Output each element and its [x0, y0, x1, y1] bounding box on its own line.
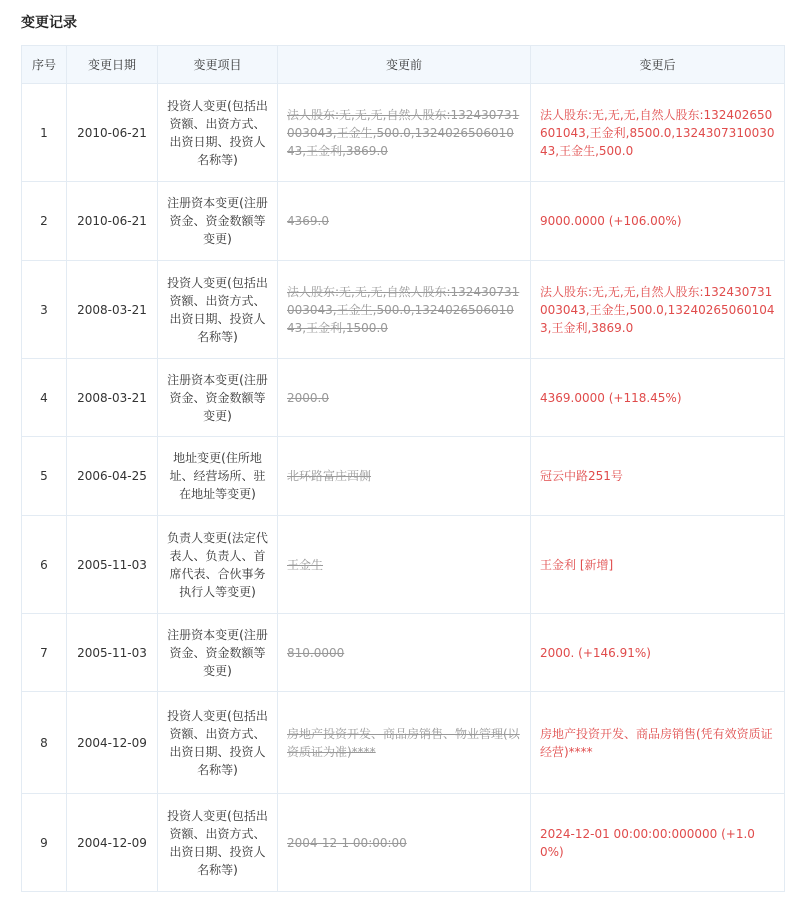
row-date: 2004-12-09 [67, 692, 158, 794]
row-index: 4 [22, 359, 67, 437]
row-index: 8 [22, 692, 67, 794]
row-index: 5 [22, 437, 67, 516]
row-item: 注册资本变更(注册资金、资金数额等变更) [158, 182, 278, 261]
row-index: 7 [22, 614, 67, 692]
section-title: 变更记录 [21, 15, 77, 31]
table-row [22, 261, 785, 359]
header-before: 变更前 [278, 46, 531, 84]
header-after: 变更后 [531, 46, 785, 84]
table-row [22, 516, 785, 614]
header-item: 变更项目 [158, 46, 278, 84]
table-row [22, 614, 785, 692]
row-index: 9 [22, 794, 67, 892]
row-before: 2000.0 [278, 359, 531, 437]
header-date: 变更日期 [67, 46, 158, 84]
row-before: 王金生 [278, 516, 531, 614]
row-index: 6 [22, 516, 67, 614]
table-row [22, 182, 785, 261]
row-before: 4369.0 [278, 182, 531, 261]
table-row [22, 692, 785, 794]
row-item: 注册资本变更(注册资金、资金数额等变更) [158, 614, 278, 692]
row-after: 2000. (+146.91%) [531, 614, 785, 692]
row-after: 法人股东:无,无,无,自然人股东:132402650601043,王金利,8500.0,132430731003043,王金生,500.0 [531, 84, 785, 182]
row-item: 负责人变更(法定代表人、负责人、首席代表、合伙事务执行人等变更) [158, 516, 278, 614]
table-row [22, 437, 785, 516]
row-index: 1 [22, 84, 67, 182]
change-records-table [21, 45, 785, 892]
row-date: 2008-03-21 [67, 261, 158, 359]
row-after: 4369.0000 (+118.45%) [531, 359, 785, 437]
table-row [22, 84, 785, 182]
row-item: 投资人变更(包括出资额、出资方式、出资日期、投资人名称等) [158, 261, 278, 359]
row-after: 王金利 [新增] [531, 516, 785, 614]
row-after: 冠云中路251号 [531, 437, 785, 516]
row-after: 9000.0000 (+106.00%) [531, 182, 785, 261]
row-date: 2005-11-03 [67, 516, 158, 614]
row-before: 北环路富庄西侧 [278, 437, 531, 516]
row-item: 投资人变更(包括出资额、出资方式、出资日期、投资人名称等) [158, 84, 278, 182]
row-item: 地址变更(住所地址、经营场所、驻在地址等变更) [158, 437, 278, 516]
header-index: 序号 [22, 46, 67, 84]
row-before: 法人股东:无,无,无,自然人股东:132430731003043,王金生,500.0,132402650601043,王金利,1500.0 [278, 261, 531, 359]
row-before: 法人股东:无,无,无,自然人股东:132430731003043,王金生,500.0,132402650601043,王金利,3869.0 [278, 84, 531, 182]
row-date: 2010-06-21 [67, 182, 158, 261]
row-before: 810.0000 [278, 614, 531, 692]
row-index: 2 [22, 182, 67, 261]
row-date: 2006-04-25 [67, 437, 158, 516]
row-date: 2005-11-03 [67, 614, 158, 692]
row-after: 2024-12-01 00:00:00:000000 (+1.00%) [531, 794, 785, 892]
row-item: 投资人变更(包括出资额、出资方式、出资日期、投资人名称等) [158, 794, 278, 892]
row-item: 投资人变更(包括出资额、出资方式、出资日期、投资人名称等) [158, 692, 278, 794]
table-header-row [22, 46, 785, 84]
row-date: 2010-06-21 [67, 84, 158, 182]
table-row [22, 794, 785, 892]
row-after: 法人股东:无,无,无,自然人股东:132430731003043,王金生,500.0,132402650601043,王金利,3869.0 [531, 261, 785, 359]
row-before: 2004-12-1 00:00:00 [278, 794, 531, 892]
table-row [22, 359, 785, 437]
row-before: 房地产投资开发、商品房销售、物业管理(以资质证为准)**** [278, 692, 531, 794]
row-date: 2004-12-09 [67, 794, 158, 892]
row-date: 2008-03-21 [67, 359, 158, 437]
row-index: 3 [22, 261, 67, 359]
row-item: 注册资本变更(注册资金、资金数额等变更) [158, 359, 278, 437]
row-after: 房地产投资开发、商品房销售(凭有效资质证经营)**** [531, 692, 785, 794]
